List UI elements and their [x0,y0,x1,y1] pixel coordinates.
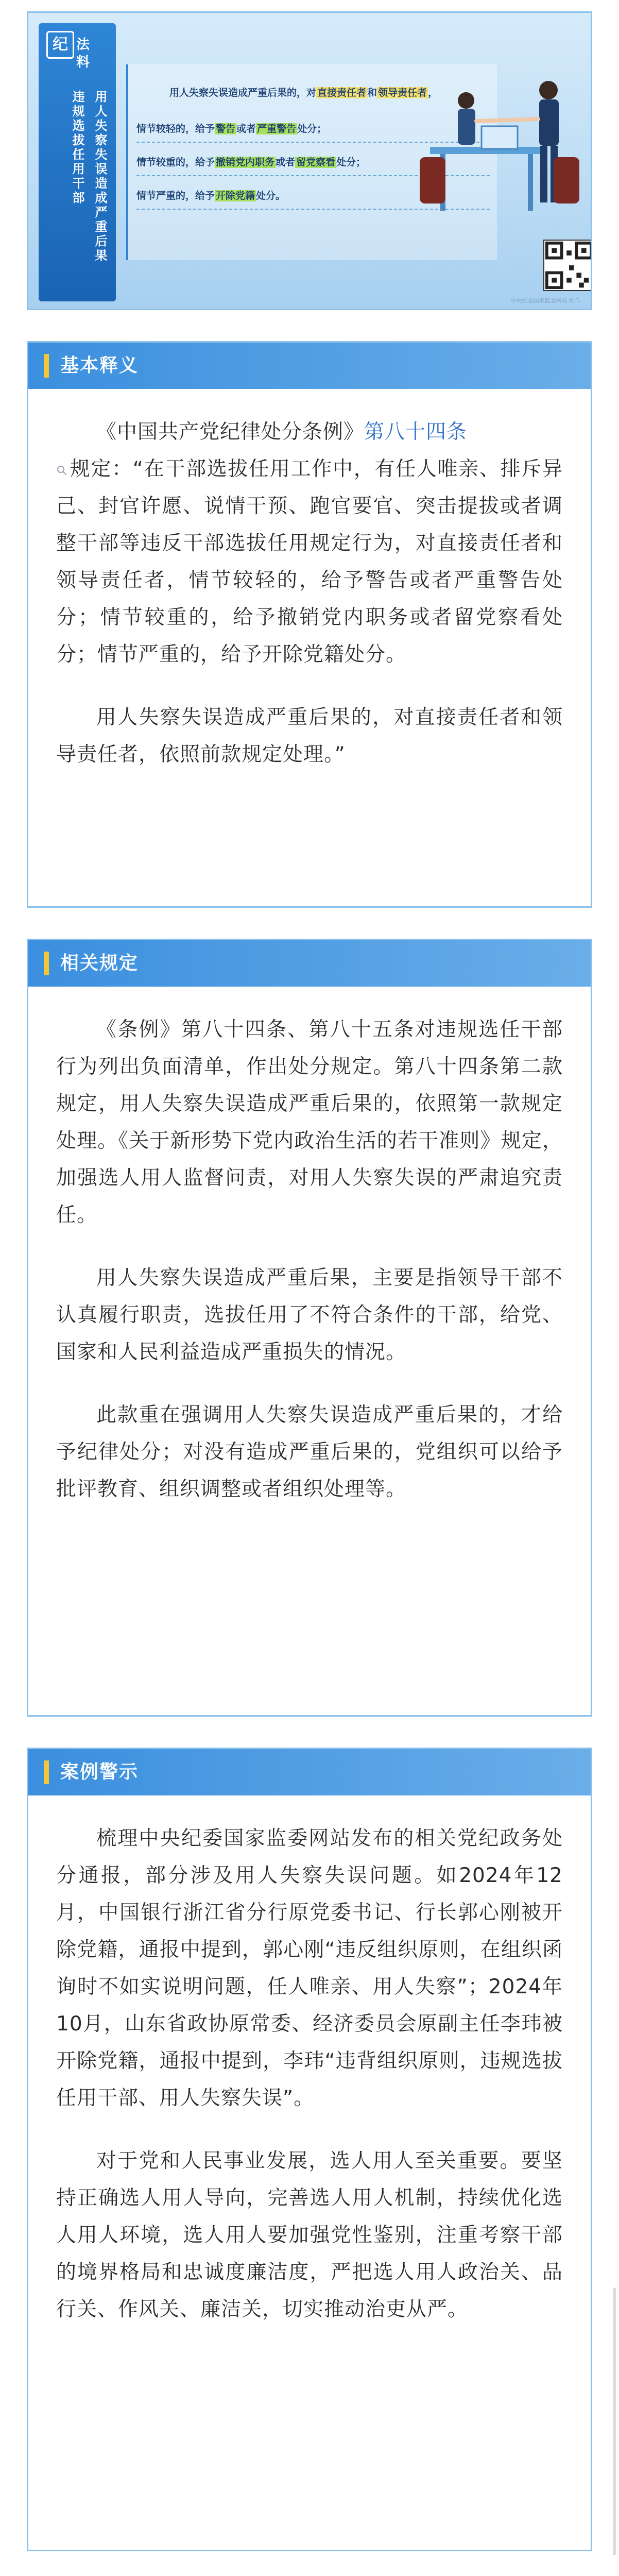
paragraph: 对于党和人民事业发展，选人用人至关重要。要坚持正确选人用人导向，完善选人用人机制，持续优化选人用人环境，选人用人要加强党性鉴别，注重考察干部的境界格局和忠诚度廉洁度，严把选人用人政治关、品行关、作风关、廉洁关，切实推动治吏从严。 [56,2149,563,2321]
header-banner [27,11,592,310]
rule-intro: 用人失察失误造成严重后果的，对 直接责任者 和 领导责任者 ， [169,87,438,98]
section-related-rules [27,939,592,1717]
qr-code-icon [543,240,592,291]
column-logo [46,31,108,93]
section-title: 相关规定 [60,953,139,974]
section-title: 案例警示 [60,1761,139,1783]
paragraph: 用人失察失误造成严重后果的，对直接责任者和领导责任者，依照前款规定处理。” [56,706,563,766]
search-icon[interactable] [56,465,67,476]
regulation-link[interactable]: 第八十四条 [364,420,468,444]
logo-text: 法 [76,37,91,53]
banner-vertical-title-2: 用人失察失误造成严重后果 [93,90,107,263]
logo-subtext: 料 [76,55,91,70]
paragraph: 《条例》第八十四条、第八十五条对违规选任干部行为列出负面清单，作出处分规定。第八十四条第二款规定，用人失察失误造成严重后果的，依照第一款规定处理。《关于新形势下党内政治生活的若干准则》规定，加强选人用人监督问责，对用人失察失误的严肃追究责任。 [56,1018,563,1227]
section-accent-bar [44,952,49,975]
section-header [28,940,591,987]
section-accent-bar [44,354,49,378]
paragraph-text: 《中国共产党纪律处分条例》 [96,420,365,444]
rule-heavy: 情节较重的，给予 撤销党内职务 或者 留党察看 处分； [136,157,366,168]
section-basic-definition [27,341,592,908]
section-case-warning [27,1748,592,2551]
section-title: 基本释义 [60,355,139,376]
rule-severe: 情节严重的，给予 开除党籍 处分。 [136,190,286,201]
logo-mark: 纪 [46,31,74,59]
paragraph: 梳理中央纪委国家监委网站发布的相关党纪政务处分通报，部分涉及用人失察失误问题。如2024年12月，中国银行浙江省分行原党委书记、行长郭心刚被开除党籍，通报中提到，郭心刚“违反组织原则，在组织函询时不如实说明问题，任人唯亲、用人失察”；2024年10月，山东省政协原常委、经济委员会原副主任李玮被开除党籍，通报中提到，李玮“违背组织原则，违规选拔任用干部、用人失察失误”。 [56,1827,563,2110]
section-body [28,389,591,804]
paragraph [56,414,563,673]
paragraph: 此款重在强调用人失察失误造成严重后果的，才给予纪律处分；对没有造成严重后果的，党组织可以给予批评教育、组织调整或者组织处理等。 [56,1403,563,1501]
section-header [28,1749,591,1795]
paragraph: 用人失察失误造成严重后果，主要是指领导干部不认真履行职责，选拔任用了不符合条件的干部，给党、国家和人民利益造成严重损失的情况。 [56,1266,563,1364]
section-header [28,343,591,389]
section-body [28,1795,591,2359]
banner-credit: 中央纪委国家监委网站 制作 [510,297,580,304]
scrollbar[interactable] [613,2287,616,2555]
rule-light: 情节较轻的，给予 警告 或者 严重警告 处分； [136,123,327,134]
section-accent-bar [44,1760,49,1784]
paragraph-text: 规定：“在干部选拔任用工作中，有任人唯亲、排斥异己、封官许愿、说情干预、跑官要官、突击提拔或者调整干部等违反干部选拔任用规定行为，对直接责任者和领导责任者，情节较轻的，给予警告或者严重警告处分；情节较重的，给予撤销党内职务或者留党察看处分；情节严重的，给予开除党籍处分。 [56,457,563,666]
section-body [28,987,591,1539]
office-scene-illustration [420,70,584,224]
banner-vertical-title-1: 违规选拔任用干部 [70,90,84,206]
